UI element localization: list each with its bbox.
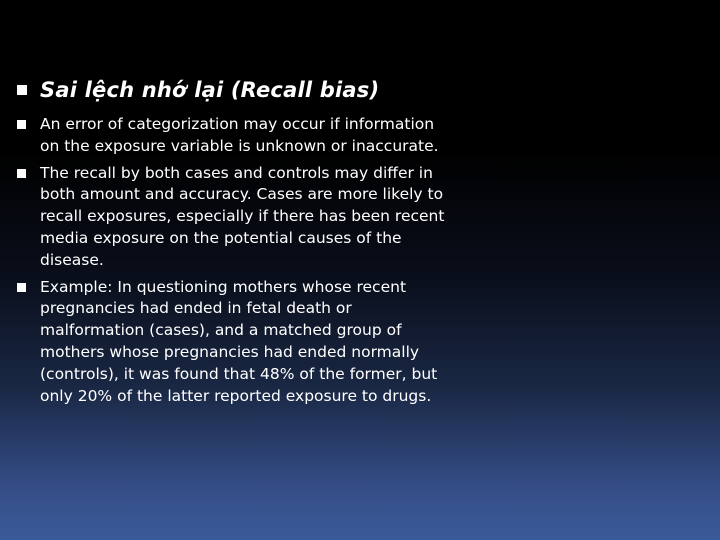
square-bullet-icon [17,169,26,178]
square-bullet-icon [17,120,26,129]
bullet-text: An error of categorization may occur if information on the exposure variable is unknown or inaccurate. [40,115,439,155]
slide-title: Sai lệch nhớ lại (Recall bias) [40,78,380,102]
list-item [17,163,457,272]
square-bullet-icon [17,283,26,292]
bullet-text: The recall by both cases and controls may differ in both amount and accuracy. Cases are more likely to recall exposures, especially if there has been recent media exposure on the potential causes of the disease. [40,163,445,269]
list-item [17,277,457,408]
square-bullet-icon [17,85,27,95]
slide-title-row [17,78,707,102]
bullet-list [17,114,457,412]
bullet-text: Example: In questioning mothers whose recent pregnancies had ended in fetal death or malformation (cases), and a matched group of mothers whose pregnancies had ended normally (controls), it was found that 48% of the former, but only 20% of the latter reported exposure to drugs. [40,277,438,405]
list-item [17,114,457,158]
